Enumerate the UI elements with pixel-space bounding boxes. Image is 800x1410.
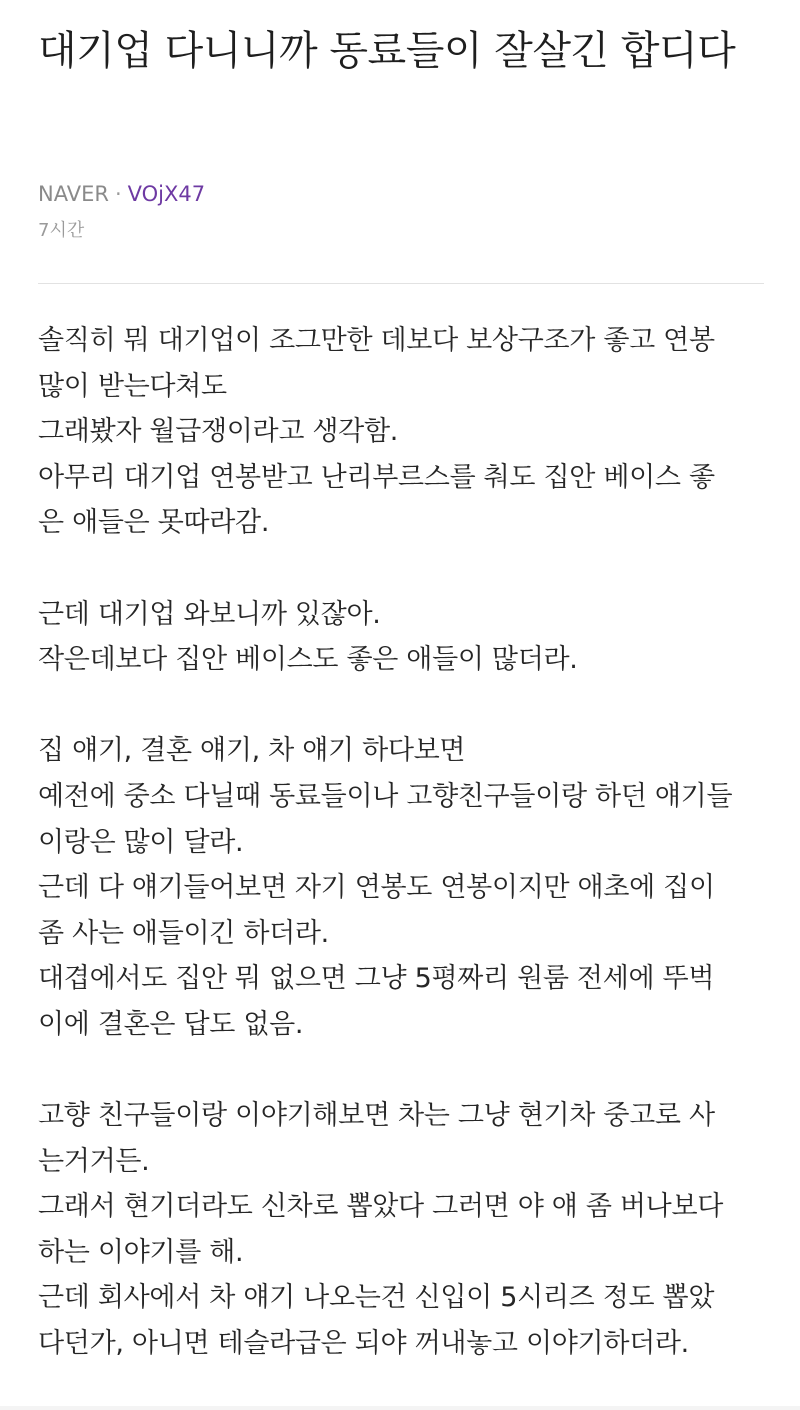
body-line: 근데 회사에서 차 얘기 나오는건 신입이 5시리즈 정도 뽑았 <box>38 1282 715 1314</box>
body-line: 집 얘기, 결혼 얘기, 차 얘기 하다보면 <box>38 735 466 767</box>
body-line: 이에 결혼은 답도 없음. <box>38 1008 304 1040</box>
body-line: 근데 대기업 와보니까 있잖아. <box>38 598 381 630</box>
bottom-divider <box>0 1406 800 1410</box>
body-line: 근데 다 얘기들어보면 자기 연봉도 연봉이지만 애초에 집이 <box>38 872 715 904</box>
source-label[interactable]: NAVER <box>38 182 109 206</box>
article-title: 대기업 다니니까 동료들이 잘살긴 합디다 <box>38 28 736 74</box>
body-line: 그래봤자 월급쟁이라고 생각함. <box>38 416 399 448</box>
body-line: 대겹에서도 집안 뭐 없으면 그냥 5평짜리 원룸 전세에 뚜벅 <box>38 963 715 995</box>
article-body <box>38 318 778 1367</box>
body-line: 다던가, 아니면 테슬라급은 되야 꺼내놓고 이야기하더라. <box>38 1328 689 1360</box>
post-time: 7시간 <box>38 220 85 241</box>
body-line: 좀 사는 애들이긴 하더라. <box>38 917 329 949</box>
body-line: 작은데보다 집안 베이스도 좋은 애들이 많더라. <box>38 644 578 676</box>
body-line: 은 애들은 못따라감. <box>38 507 270 539</box>
paragraph-break <box>38 1048 778 1094</box>
paragraph-break <box>38 683 778 729</box>
body-line: 아무리 대기업 연봉받고 난리부르스를 춰도 집안 베이스 좋 <box>38 461 715 493</box>
paragraph-break <box>38 546 778 592</box>
body-line: 그래서 현기더라도 신차로 뽑았다 그러면 야 얘 좀 버나보다 <box>38 1191 724 1223</box>
divider <box>38 283 764 284</box>
author-link[interactable]: VOjX47 <box>127 182 206 206</box>
body-line: 고향 친구들이랑 이야기해보면 차는 그냥 현기차 중고로 사 <box>38 1100 715 1132</box>
body-line: 많이 받는다쳐도 <box>38 370 227 402</box>
body-line: 이랑은 많이 달라. <box>38 826 244 858</box>
body-line: 예전에 중소 다닐때 동료들이나 고향친구들이랑 하던 얘기들 <box>38 780 733 812</box>
body-line: 는거거든. <box>38 1145 150 1177</box>
body-line: 솔직히 뭐 대기업이 조그만한 데보다 보상구조가 좋고 연봉 <box>38 325 715 356</box>
body-line: 하는 이야기를 해. <box>38 1236 244 1268</box>
meta-separator: · <box>114 182 122 206</box>
article-meta <box>38 180 205 208</box>
